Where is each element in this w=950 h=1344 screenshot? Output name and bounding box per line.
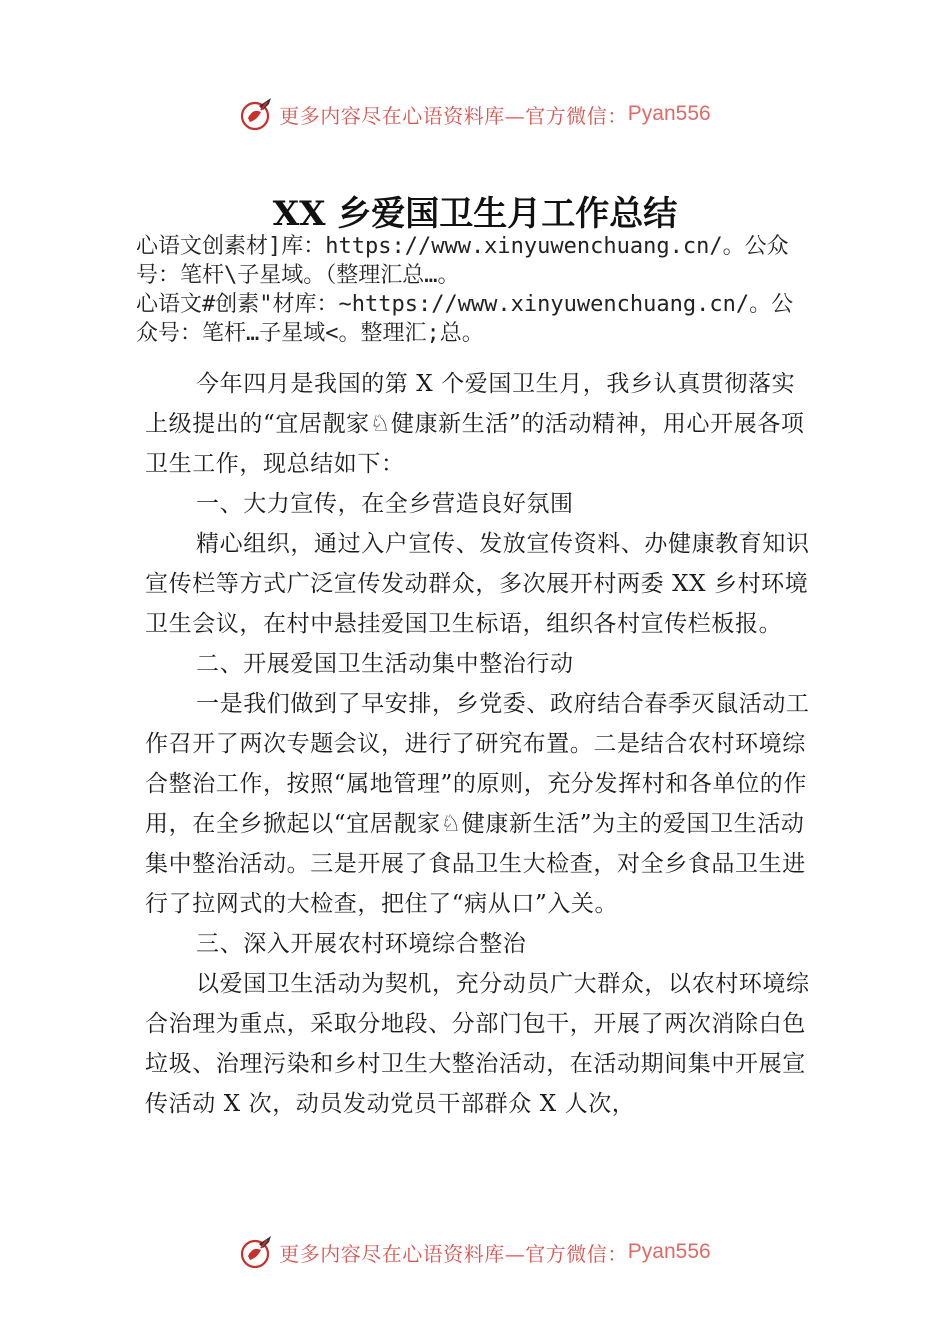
meta-line: 号：笔杆\子星域。（整理汇总…。 xyxy=(136,263,460,288)
meta-line: 心语文创素材]库：https://www.xinyuwenchuang.cn/。公众 xyxy=(136,234,789,259)
section-heading: 一、大力宣传，在全乡营造良好氛围 xyxy=(196,491,574,517)
watermark-text: 更多内容尽在心语资料库—官方微信： xyxy=(279,103,628,128)
logo-icon xyxy=(239,1234,275,1270)
footer-watermark xyxy=(0,1232,950,1272)
section-heading: 二、开展爱国卫生活动集中整治行动 xyxy=(196,651,574,677)
body-paragraph: 以爱国卫生活动为契机，充分动员广大群众，以农村环境综合治理为重点，采取分地段、分部门包干，开展了两次消除白色垃圾、治理污染和乡村卫生大整治活动，在活动期间集中开展宣传活动 X 次，动员发动党员干部群众 X 人次， xyxy=(145,971,810,1117)
watermark-text: 更多内容尽在心语资料库—官方微信： xyxy=(279,1241,628,1266)
intro-paragraph: 今年四月是我国的第 X 个爱国卫生月，我乡认真贯彻落实上级提出的“宜居靓家♘健康新生活”的活动精神，用心开展各项卫生工作，现总结如下： xyxy=(145,371,805,477)
body-paragraph: 一是我们做到了早安排，乡党委、政府结合春季灭鼠活动工作召开了两次专题会议，进行了研究布置。二是结合农村环境综合整治工作，按照“属地管理”的原则，充分发挥村和各单位的作用，在全乡掀起以“宜居靓家♘健康新生活”为主的爱国卫生活动集中整治活动。三是开展了食品卫生大检查，对全乡食品卫生进行了拉网式的大检查，把住了“病从口”入关。 xyxy=(145,691,810,917)
watermark-wechat-id: Pyan556 xyxy=(627,1240,711,1263)
body-paragraph: 精心组织，通过入户宣传、发放宣传资料、办健康教育知识宣传栏等方式广泛宣传发动群众，多次展开村两委 XX 乡村环境卫生会议，在村中悬挂爱国卫生标语，组织各村宣传栏板报。 xyxy=(145,531,810,637)
document-body xyxy=(145,364,810,1124)
watermark-wechat-id: Pyan556 xyxy=(627,102,711,125)
section-heading: 三、深入开展农村环境综合整治 xyxy=(196,931,527,957)
meta-line: 众号：笔杆…子星域<。整理汇;总。 xyxy=(136,321,484,346)
header-watermark xyxy=(0,94,950,134)
logo-icon xyxy=(239,96,275,132)
document-title: XX 乡爱国卫生月工作总结 xyxy=(272,194,678,234)
meta-line: 心语文#创素"材库：~https://www.xinyuwenchuang.cn/。公 xyxy=(136,292,794,317)
